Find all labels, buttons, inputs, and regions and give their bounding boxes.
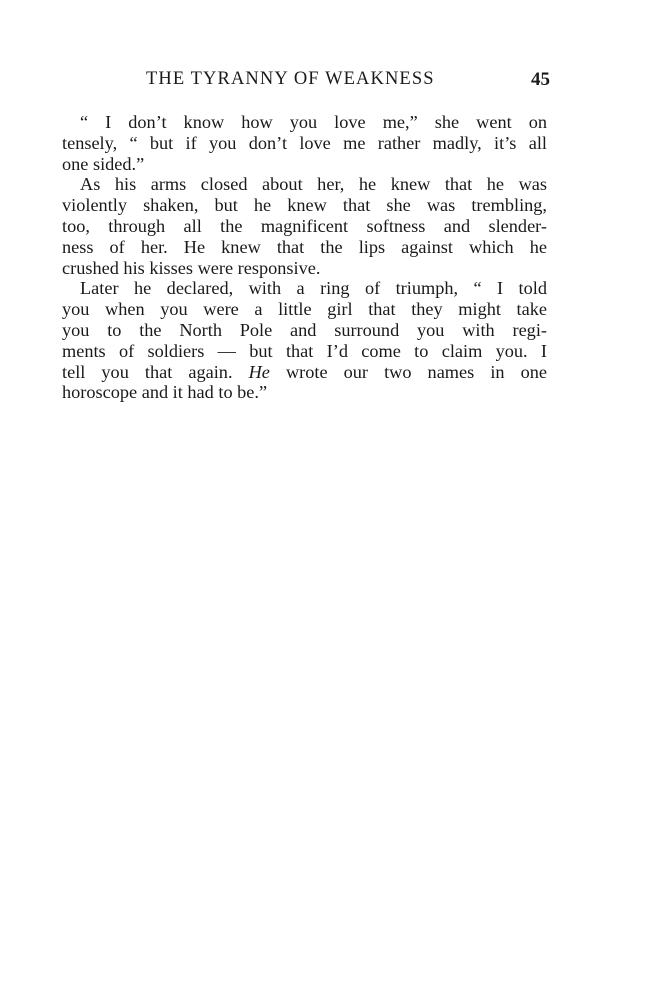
text-line: horoscope and it had to be.” <box>62 382 268 403</box>
text-line: too, through all the magnificent softness and slender- <box>62 215 547 236</box>
text-line: tensely, “ but if you don’t love me rather madly, it’s all <box>62 132 547 153</box>
body-text <box>62 112 547 403</box>
text-line: one sided.” <box>62 153 145 174</box>
text-line: violently shaken, but he knew that she was trembling, <box>62 195 547 216</box>
emphasized-word: He <box>248 361 270 382</box>
page-number: 45 <box>531 69 550 90</box>
running-head <box>60 69 550 95</box>
text-line: you to the North Pole and surround you with regi- <box>62 319 547 340</box>
line-text-after: wrote our two names in one <box>269 361 547 382</box>
running-title: THE TYRANNY OF WEAKNESS <box>146 69 435 89</box>
text-line: crushed his kisses were responsive. <box>62 257 321 278</box>
text-line: you when you were a little girl that they might take <box>62 299 547 320</box>
text-line: Later he declared, with a ring of triumph, “ I told <box>80 278 547 299</box>
text-line: “ I don’t know how you love me,” she went on <box>80 112 547 132</box>
text-line: ments of soldiers — but that I’d come to claim you. I <box>62 340 547 361</box>
line-text-before: tell you that again. <box>62 361 249 382</box>
text-line <box>62 362 547 383</box>
text-line: ness of her. He knew that the lips against which he <box>62 236 547 257</box>
text-line: As his arms closed about her, he knew that he was <box>80 174 547 195</box>
